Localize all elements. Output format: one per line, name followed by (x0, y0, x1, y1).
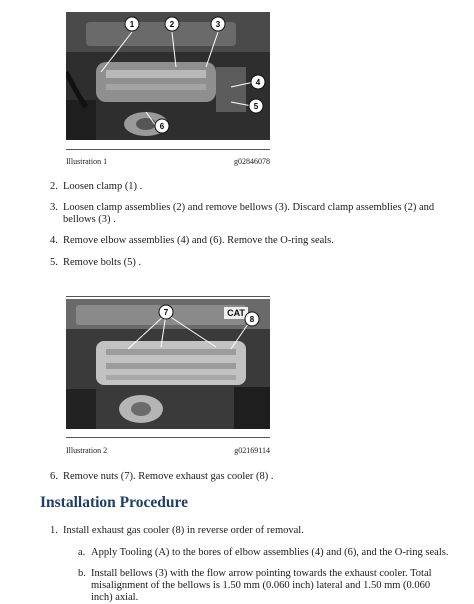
svg-text:5: 5 (253, 102, 259, 111)
callout-4 (231, 75, 265, 89)
illustration-2-code: g02169114 (234, 446, 270, 455)
svg-text:7: 7 (163, 308, 169, 317)
illustration-2-caption (66, 446, 270, 456)
callout-6 (146, 112, 169, 133)
illustration-1-code: g02846078 (234, 157, 270, 166)
callout-7 (128, 305, 216, 349)
callout-5 (231, 99, 263, 113)
illustration-1-rule (66, 149, 270, 150)
illustration-2-top-rule (66, 296, 270, 297)
illustration-1-image (66, 12, 270, 140)
callout-3 (206, 17, 225, 67)
svg-text:6: 6 (159, 122, 165, 131)
svg-text:3: 3 (215, 20, 221, 29)
svg-text:8: 8 (249, 315, 255, 324)
substep-b: b. Install bellows (3) with the flow arrow pointing towards the exhaust cooler. Total misalignment of the bellows is 1.50 mm (0.060 inch) lateral and 1.50 mm (0.060 inch) axial. (78, 568, 432, 603)
illustration-2-image (66, 299, 270, 429)
illustration-1-caption (66, 157, 270, 167)
callout-8 (231, 312, 259, 349)
illustration-2-label: Illustration 2 (66, 446, 108, 455)
svg-text:2: 2 (169, 20, 175, 29)
callout-1 (101, 17, 139, 72)
illustration-2-rule (66, 437, 270, 438)
step-3: 3. Loosen clamp assemblies (2) and remove bellows (3). Discard clamp assemblies (2) and bellows (3) . (50, 202, 435, 225)
callout-2 (165, 17, 179, 67)
section-heading: Installation Procedure (40, 494, 188, 511)
cat-logo: CAT (227, 308, 245, 318)
illustration-1-label: Illustration 1 (66, 157, 108, 166)
svg-text:1: 1 (129, 20, 135, 29)
svg-text:4: 4 (255, 78, 261, 87)
